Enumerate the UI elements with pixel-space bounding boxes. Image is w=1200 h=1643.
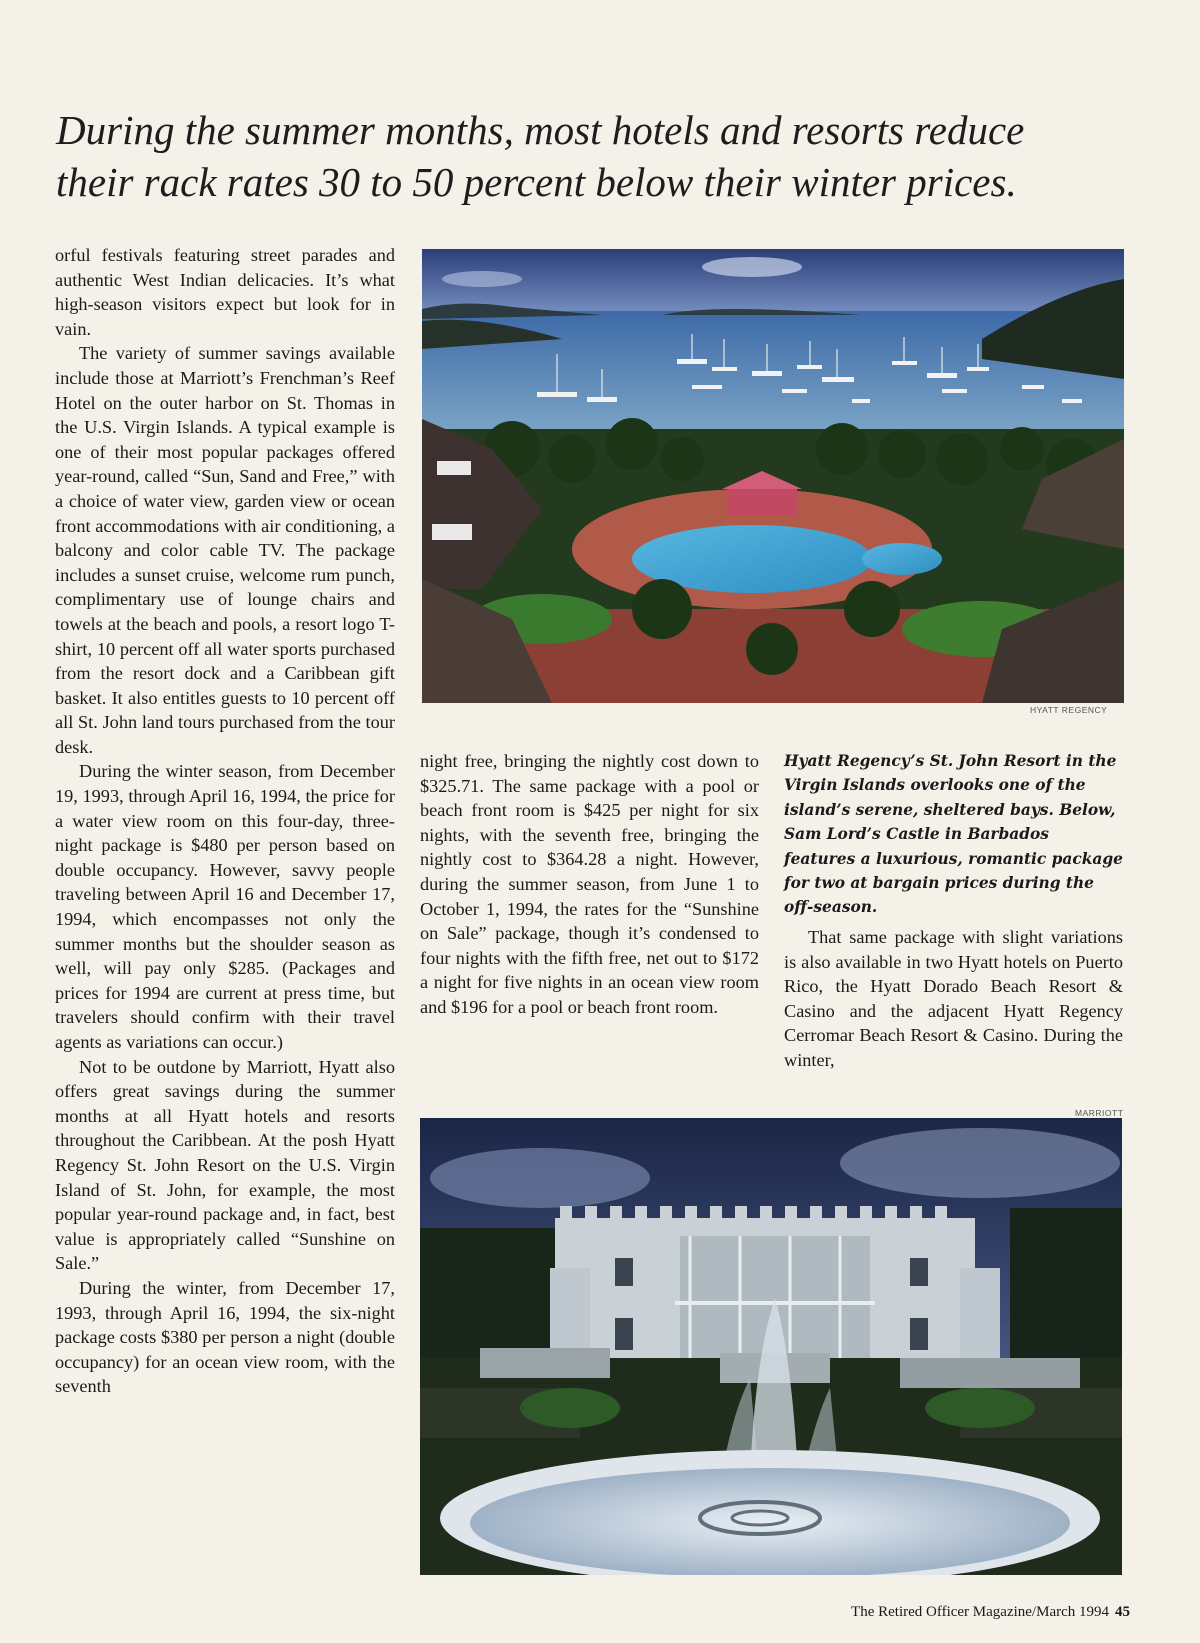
photo-credit-marriott: MARRIOTT	[1075, 1108, 1124, 1118]
text-column-3	[784, 925, 1123, 1073]
paragraph: Not to be outdone by Marriott, Hyatt also offers great savings during the summer months at all Hyatt hotels and resorts throughout the Caribbean. At the posh Hyatt Regency St. John Resort on the U.S. Virgin Island of St. John, for example, the most popular year-round package and, in fact, best value is appropriately called “Sunshine on Sale.”	[55, 1056, 395, 1274]
resort-bay-image	[422, 249, 1124, 703]
pull-quote-line-1: During the summer months, most hotels and resorts reduce	[56, 107, 1025, 153]
paragraph: During the winter, from December 17, 1993, through April 16, 1994, the six-night package costs $380 per person a night (double occupancy) for an ocean view room, with the seventh	[55, 1277, 395, 1397]
castle-photo	[420, 1118, 1122, 1575]
pull-quote-line-2: their rack rates 30 to 50 percent below their winter prices.	[56, 159, 1017, 205]
page-number: 45	[1115, 1604, 1130, 1620]
paragraph: During the winter season, from December 19, 1993, through April 16, 1994, the price for a water view room on this four-day, three-night package is $480 per person based on double occupancy. However, savvy people traveling between April 16 and December 17, 1994, which encompasses not only the summer months but the shoulder season as well, will pay only $285. (Packages and prices for 1994 are current at press time, but travelers should confirm with their travel agents as variations can occur.)	[55, 761, 395, 1052]
publication-line: The Retired Officer Magazine/March 1994	[851, 1604, 1109, 1620]
paragraph: That same package with slight variations is also available in two Hyatt hotels on Puerto Rico, the Hyatt Dorado Beach Resort & Casino and the adjacent Hyatt Regency Cerromar Beach Resort & Casino. During the winter,	[784, 927, 1123, 1070]
photo-caption: Hyatt Regency’s St. John Resort in the Virgin Islands overlooks one of the island’s serene, sheltered bays. Below, Sam Lord’s Castle in Barbados features a luxurious, romantic package for two at bargain prices during the off-season.	[784, 752, 1123, 917]
photo-credit-hyatt: HYATT REGENCY	[1030, 705, 1108, 715]
text-column-2	[420, 749, 759, 1020]
castle-fountain-image	[420, 1118, 1122, 1575]
pull-quote	[56, 104, 1156, 208]
text-column-1	[55, 243, 395, 1399]
paragraph: night free, bringing the nightly cost down to $325.71. The same package with a pool or beach front room is $425 per night for six nights, with the seventh free, bringing the nightly cost to $364.28 a night. However, during the summer season, from June 1 to October 1, 1994, the rates for the “Sunshine on Sale” package, though it’s condensed to four nights with the fifth free, net out to $172 a night for five nights in an ocean view room and $196 for a pool or beach front room.	[420, 751, 759, 1017]
paragraph: orful festivals featuring street parades and authentic West Indian delicacies. It’s what high-season visitors expect but look for in vain.	[55, 245, 395, 339]
paragraph: The variety of summer savings available include those at Marriott’s Frenchman’s Reef Hotel on the outer harbor on St. Thomas in the U.S. Virgin Islands. A typical example is one of their most popular packages offered year-round, called “Sun, Sand and Free,” with a choice of water view, garden view or ocean front accommodations with air conditioning, a balcony and color cable TV. The package includes a sunset cruise, welcome rum punch, complimentary use of lounge chairs and towels at the beach and pools, a resort logo T-shirt, 10 percent off all water sports purchased from the resort dock and a Caribbean gift basket. It also entitles guests to 10 percent off all St. John land tours purchased from the tour desk.	[55, 343, 395, 757]
page-footer	[760, 1604, 1130, 1621]
hyatt-resort-photo	[422, 249, 1124, 703]
